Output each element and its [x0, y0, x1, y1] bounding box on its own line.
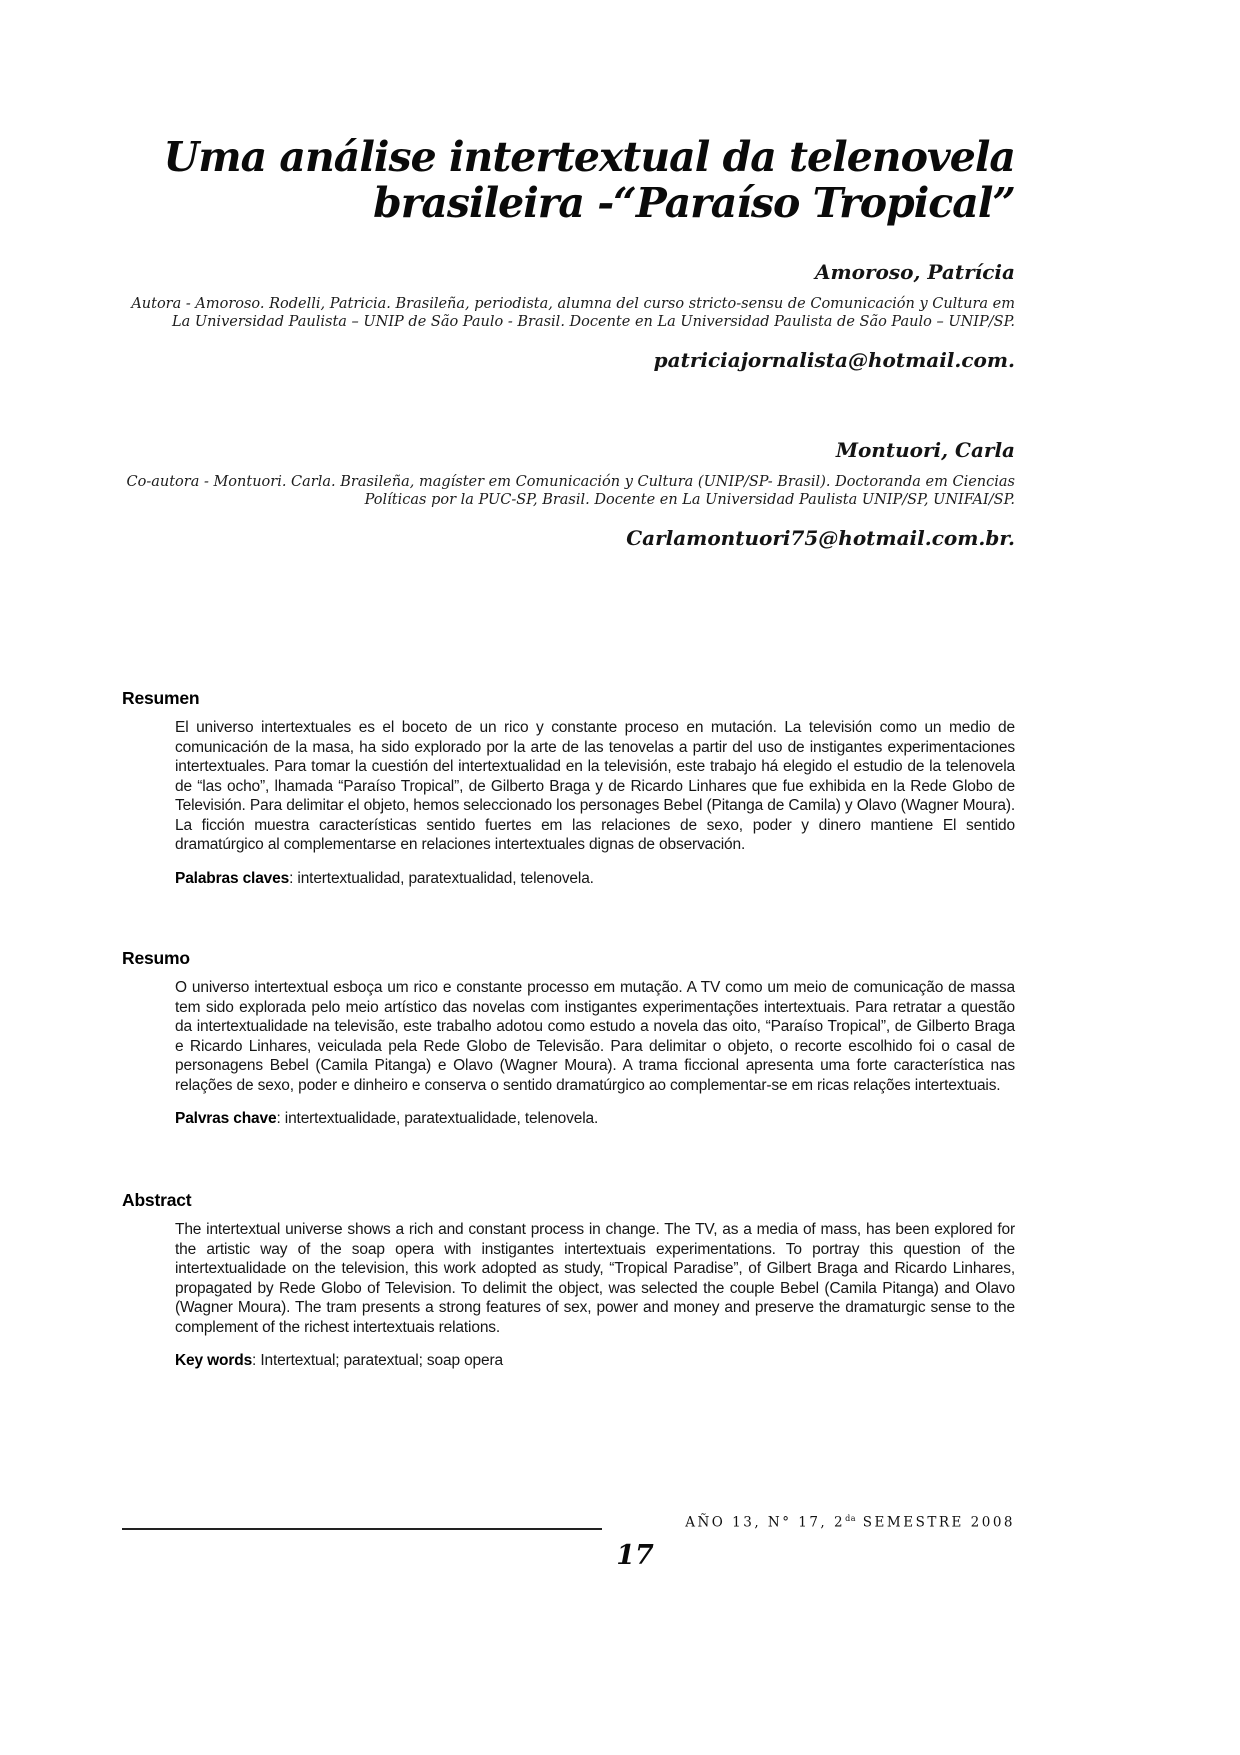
keywords-label: Palvras chave — [175, 1110, 277, 1127]
section-heading: Resumen — [122, 688, 200, 708]
author-email: Carlamontuori75@hotmail.com.br. — [626, 526, 1015, 550]
section-heading: Resumo — [122, 948, 190, 968]
section-body: The intertextual universe shows a rich and constant process in change. The TV, as a media of mass, has been explored for the artistic way of the soap opera with instigantes intertextuais experimentations. To portray this question of the intertextualidade on the television, this work adopted as study, “Tropical Paradise”, of Gilbert Braga and Ricardo Linhares, propagated by Rede Globo of Television. To delimit the object, was selected the couple Bebel (Camila Pitanga) and Olavo (Wagner Moura). The tram presents a strong features of sex, power and money and preserve the dramaturgic sense to the complement of the richest intertextuais relations. — [175, 1221, 1015, 1336]
article-title-line1: Uma análise intertextual da telenovela — [163, 133, 1015, 181]
journal-issue-superscript: da — [845, 1514, 856, 1523]
journal-issue-prefix: AÑO 13, N° 17, 2 — [685, 1514, 846, 1531]
keywords-label: Key words — [175, 1352, 253, 1369]
keywords-text: : intertextualidade, paratextualidade, telenovela. — [276, 1110, 599, 1127]
page-number: 17 — [616, 1540, 654, 1571]
author-email: patriciajornalista@hotmail.com. — [653, 348, 1015, 372]
section-body: O universo intertextual esboça um rico e constante processo em mutação. A TV como um meio de comunicação de massa tem sido explorada pelo meio artístico das novelas com instigantes experimentações intertextuais. Para retratar a questão da intertextualidade na televisão, este trabalho adotou como estudo a novela das oito, “Paraíso Tropical”, de Gilberto Braga e Ricardo Linhares, veiculada pela Rede Globo de Televisão. Para delimitar o objeto, o recorte escolhido foi o casal de personagens Bebel (Camila Pitanga) e Olavo (Wagner Moura). A trama ficcional apresenta uma forte característica nas relações de sexo, poder e dinheiro e conserva o sentido dramatúrgico ao complementar-se em ricas relações intertextuais. — [175, 979, 1015, 1094]
keywords-label: Palabras claves — [175, 869, 290, 887]
author-bio: Autora - Amoroso. Rodelli, Patricia. Brasileña, periodista, alumna del curso stricto-sensu de Comunicación y Cultura em La Universidad Paulista – UNIP de São Paulo - Brasil. Docente en La Universidad Paulista de São Paulo – UNIP/SP. — [131, 296, 1015, 330]
author-name: Amoroso, Patrícia — [815, 260, 1015, 284]
section-keywords — [175, 1352, 1015, 1370]
section-keywords — [175, 870, 1015, 888]
keywords-text: : intertextualidad, paratextualidad, telenovela. — [289, 869, 594, 887]
section-abstract — [122, 1190, 1015, 1370]
journal-issue-info — [685, 1514, 1015, 1531]
author-bio: Co-autora - Montuori. Carla. Brasileña, magíster em Comunicación y Cultura (UNIP/SP- Brasil). Doctoranda em Ciencias Políticas por la PUC-SP, Brasil. Docente en La Universidad Paulista UNIP/SP, UNIFAI/SP. — [126, 474, 1015, 508]
section-resumo — [122, 948, 1015, 1128]
footer-divider — [122, 1528, 602, 1530]
author-block-amoroso — [125, 260, 1015, 372]
section-body: El universo intertextuales es el boceto de un rico y constante proceso en mutación. La televisión como un medio de comunicación de la masa, ha sido explorado por la arte de las tenovelas a partir del uso de instigantes experimentaciones intertextuales. Para tomar la cuestión del intertextualidad en la televisión, este trabajo há elegido el estudio de la telenovela de “las ocho”, lhamada “Paraíso Tropical”, de Gilberto Braga y de Ricardo Linhares que fue exhibida en la Rede Globo de Televisión. Para delimitar el objeto, hemos seleccionado los personages Bebel (Pitanga de Camila) y Olavo (Wagner Moura). La ficción muestra características sentido fuertes em las relaciones de sexo, poder y dinero mantiene El sentido dramatúrgico al complementarse en relaciones intertextuales dignas de observación. — [175, 719, 1015, 853]
keywords-text: : Intertextual; paratextual; soap opera — [252, 1352, 503, 1369]
author-block-montuori — [125, 438, 1015, 550]
journal-issue-suffix: SEMESTRE 2008 — [856, 1514, 1015, 1531]
author-name: Montuori, Carla — [835, 438, 1015, 462]
section-heading: Abstract — [122, 1190, 192, 1210]
section-resumen — [122, 688, 1015, 888]
section-keywords — [175, 1110, 1015, 1128]
article-title — [55, 134, 1015, 226]
article-title-line2: brasileira -“Paraíso Tropical” — [373, 179, 1015, 227]
